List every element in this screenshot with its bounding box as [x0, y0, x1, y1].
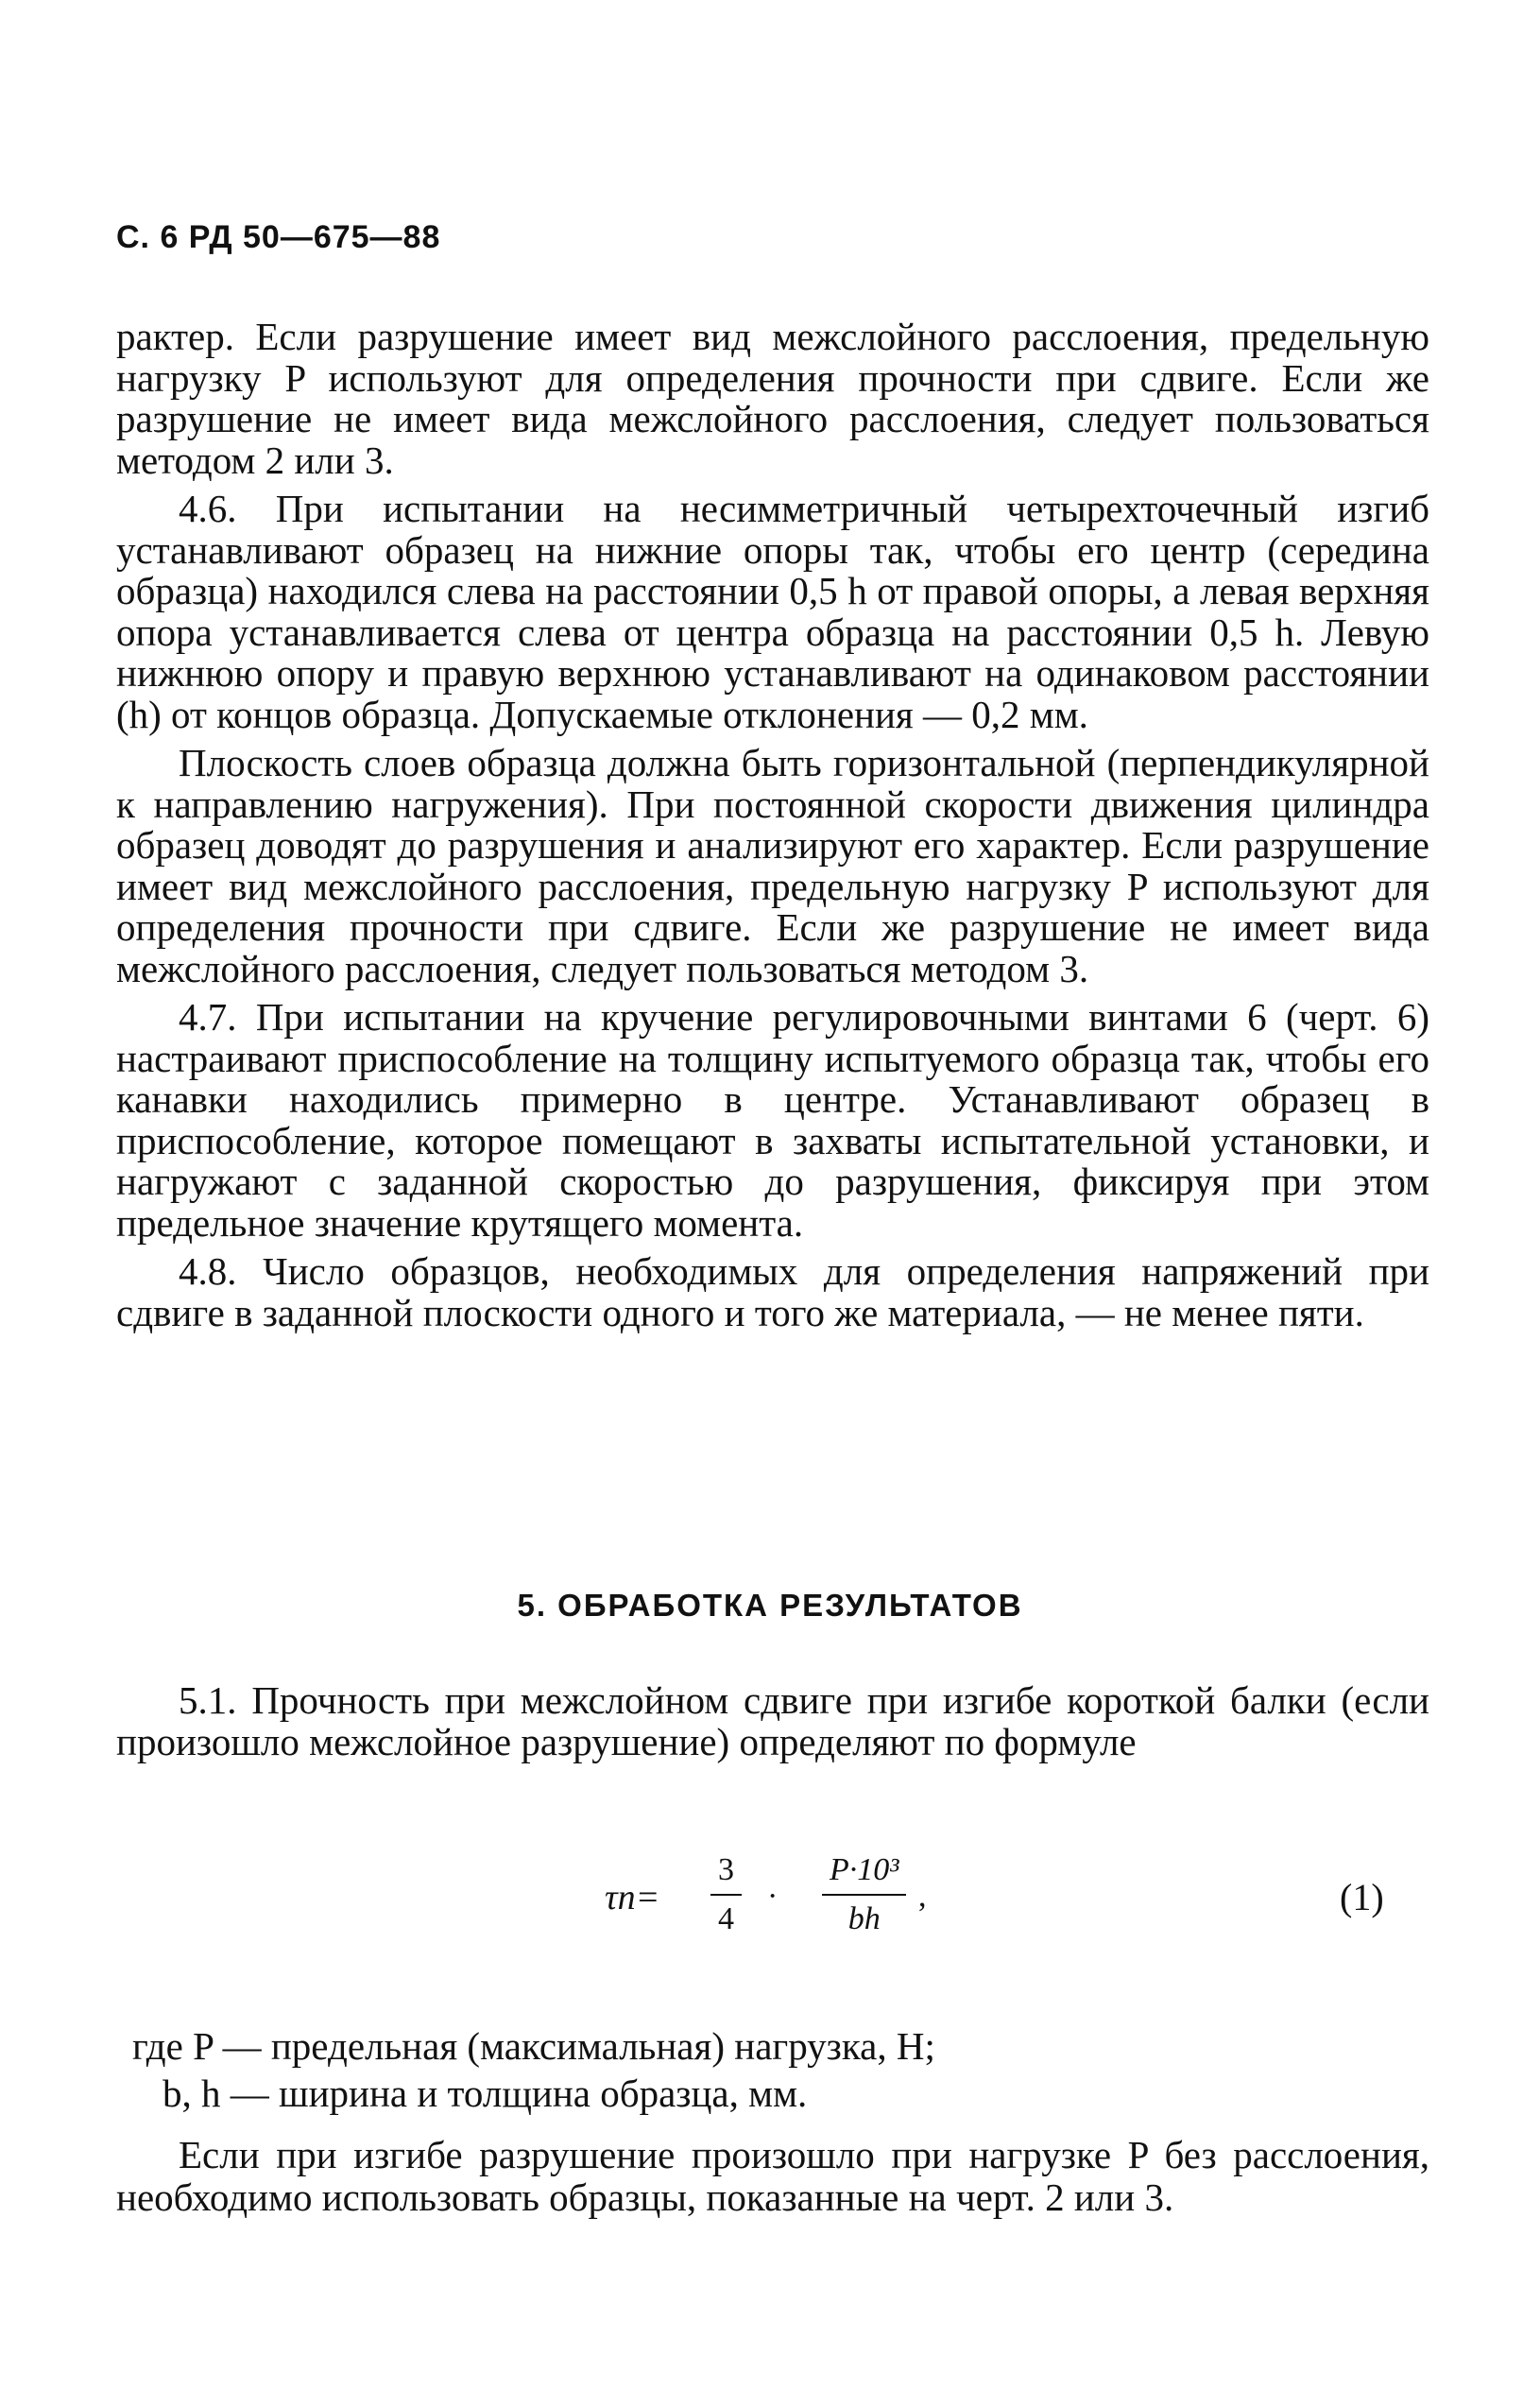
fraction-3-4: [710, 1852, 742, 1937]
paragraph-4-6-cont: Плоскость слоев образца должна быть горизонтальной (перпендикулярной к направлению нагружения). При постоянной скорости движения цилиндра образец доводят до разрушения и анализируют его характер. Если разрушение имеет вид межслойного расслоения, предельную нагрузку P используют для определения прочности при сдвиге. Если же разрушение не имеет вида межслойного расслоения, следует пользоваться методом 3.: [116, 741, 1429, 990]
fraction-denominator: bh: [847, 1901, 881, 1936]
formula-lhs: τn=: [605, 1878, 660, 1917]
paragraph-4-7: 4.7. При испытании на кручение регулировочными винтами 6 (черт. 6) настраивают приспособление на толщину испытуемого образца так, чтобы его канавки находились примерно в центре. Устанавливают образец в приспособление, которое помещают в захваты испытательной установки, и нагружают с заданной скоростью до разрушения, фиксируя при этом предельное значение крутящего момента.: [116, 995, 1429, 1245]
text-block-top: [116, 317, 1429, 1333]
where-row-bh: b, h — ширина и толщина образца, мм.: [163, 2072, 808, 2115]
section-title: 5. ОБРАБОТКА РЕЗУЛЬТАТОВ: [517, 1588, 1023, 1623]
paragraph-4-6: 4.6. При испытании на несимметричный четырехточечный изгиб устанавливают образец на нижние опоры так, чтобы его центр (середина образца) находился слева на расстоянии 0,5 h от правой опоры, а левая верхняя опора устанавливается слева от центра образца на расстоянии 0,5 h. Левую нижнюю опору и правую верхнюю устанавливают на одинаковом расстоянии (h) от концов образца. Допускаемые отклонения — 0,2 мм.: [116, 487, 1429, 736]
final-paragraph: [116, 2134, 1429, 2219]
text-block-section: [116, 1680, 1429, 1762]
final-paragraph-text: Если при изгибе разрушение произошло при нагрузке P без расслоения, необходимо использовать образцы, показанные на черт. 2 или 3.: [116, 2133, 1429, 2219]
paragraph-5-1: 5.1. Прочность при межслойном сдвиге при изгибе короткой балки (если произошло межслойное разрушение) определяют по формуле: [116, 1678, 1429, 1763]
where-row-p: где P — предельная (максимальная) нагрузка, Н;: [132, 2024, 935, 2068]
page-header: С. 6 РД 50—675—88: [116, 219, 441, 255]
fraction-p-bh: [822, 1852, 906, 1937]
fraction-denominator: 4: [718, 1901, 734, 1936]
formula-dot: ·: [767, 1879, 779, 1914]
fraction-numerator: P·10³: [830, 1852, 899, 1887]
paragraph-continuation: рактер. Если разрушение имеет вид межслойного расслоения, предельную нагрузку P используют для определения прочности при сдвиге. Если же разрушение не имеет вида межслойного расслоения, следует пользоваться методом 2 или 3.: [116, 315, 1429, 482]
where-block: [132, 2022, 935, 2117]
fraction-numerator: 3: [718, 1852, 734, 1887]
formula-number: (1): [1340, 1876, 1384, 1918]
paragraph-4-8: 4.8. Число образцов, необходимых для определения напряжений при сдвиге в заданной плоскости одного и того же материала, — не менее пяти.: [116, 1249, 1429, 1334]
formula-comma: ,: [918, 1879, 927, 1914]
